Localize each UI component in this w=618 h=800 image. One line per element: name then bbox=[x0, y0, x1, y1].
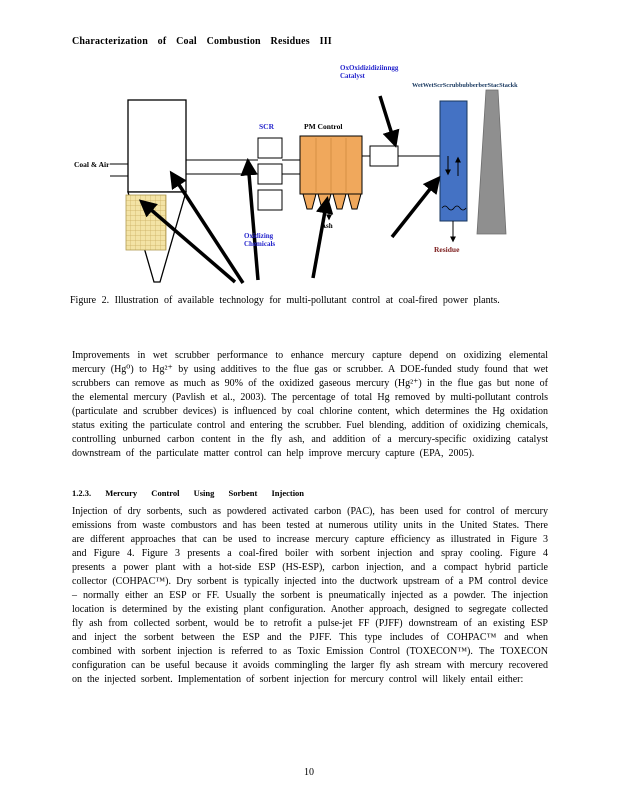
coal-air-label: Coal & Air bbox=[74, 160, 110, 169]
oxidizing-chemicals-label-line1: Oxidizing bbox=[244, 232, 274, 240]
paragraph-wet-scrubber: Improvements in wet scrubber performance to enhance mercury capture depend on oxidizing elemental mercury (Hg⁰) to Hg²⁺ by using additives to the flue gas or scrubber. A DOE-funded study found that wet scrubbers can remove as much as 90% of the oxidized gaseous mercury (Hg²⁺) in the flue gas but none of the elemental mercury (Pavlish et al., 2003). The percentage of total Hg removed by multi-pollutant controls (particulate and scrubber devices) is influenced by coal chlorine content, which determines the Hg oxidation status exiting the particulate control and entering the scrubber. Fuel blending, addition of oxidizing chemicals, controlling unburned carbon content in the fly ash, and addition of a mercury-specific oxidizing catalyst downstream of the particulate matter control can help improve mercury capture (EPA, 2005). bbox=[72, 350, 548, 459]
figure2-caption: Figure 2. Illustration of available technology for multi-pollutant control at coal-fired power plants. bbox=[70, 295, 500, 306]
residue-label: Residue bbox=[434, 245, 460, 254]
wet-scrubber bbox=[440, 101, 467, 221]
stack bbox=[477, 90, 506, 234]
oxidizing-catalyst-label-line2: Catalyst bbox=[340, 72, 365, 81]
catalyst-arrow bbox=[380, 96, 395, 144]
fan-box bbox=[370, 146, 398, 166]
pm-control-label: PM Control bbox=[304, 122, 343, 131]
oxidizing-catalyst-label bbox=[340, 64, 398, 81]
coal-air-feed-lines bbox=[110, 164, 128, 176]
figure2-svg bbox=[70, 60, 542, 292]
ash-label: Ash bbox=[321, 222, 333, 230]
boiler bbox=[128, 100, 186, 282]
section-heading-1-2-3: 1.2.3. Mercury Control Using Sorbent Injection bbox=[72, 488, 305, 498]
paragraph-sorbent-injection: Injection of dry sorbents, such as powdered activated carbon (PAC), has been used for control of mercury emissions from waste combustors and has been tested at numerous utility units in the United States. There are different approaches that can be used to increase mercury capture efficiency as illustrated in Figure 3 and Figure 4. Figure 3 presents a coal-fired boiler with sorbent injection and spray cooling. Figure 4 presents a power plant with a hot-side ESP (HS-ESP), carbon injection, and a compact hybrid particle collector (COHPAC™). Dry sorbent is typically injected into the ductwork upstream of a PM control device – normally either an ESP or FF. Usually the sorbent is pneumatically injected as a powder. The injection location is determined by the existing plant configuration. Another approach, designed to segregate collected fly ash from collected sorbent, would be to retrofit a pulse-jet FF (PJFF) downstream of an existing ESP and inject the sorbent between the ESP and the PJFF. This type includes of COHPAC™ and when combined with sorbent injection is referred to as Toxic Emission Control (TOXECON™). The TOXECON configuration can be useful because it avoids commingling the larger fly ash stream with mercury recovered on the injected sorbent. Implementation of sorbent injection for mercury control will likely entail either: bbox=[72, 506, 548, 685]
wet-scrubber-stack-label: WetWetScrScrubbubberberStacStackk bbox=[412, 82, 518, 89]
pm-control-device bbox=[300, 136, 362, 209]
oxidizing-chemicals-label bbox=[244, 232, 275, 249]
oxidizing-catalyst-label-line1: OxOxidizidiziinngg bbox=[340, 64, 399, 72]
scr-label: SCR bbox=[259, 122, 275, 131]
page-number: 10 bbox=[304, 767, 314, 778]
oxidizing-chemicals-label-line2: Chemicals bbox=[244, 240, 276, 249]
figure2-diagram bbox=[70, 60, 542, 292]
running-header: Characterization of Coal Combustion Residues III bbox=[72, 36, 332, 47]
scr-reactor bbox=[258, 138, 282, 210]
